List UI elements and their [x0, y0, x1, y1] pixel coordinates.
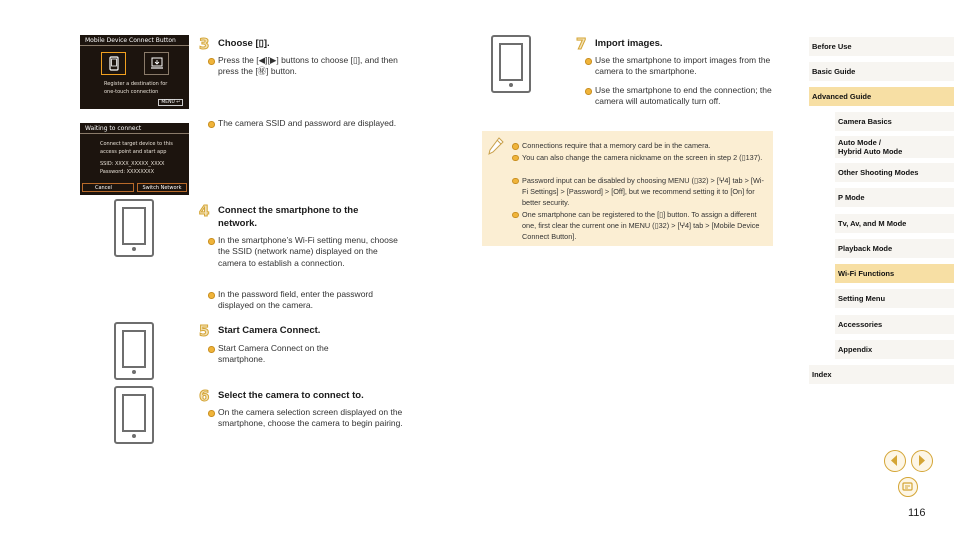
nav-label: Hybrid Auto Mode	[838, 146, 903, 156]
nav-advanced-guide[interactable]: Advanced Guide	[809, 87, 954, 106]
smartphone-illustration	[114, 199, 154, 257]
smartphone-illustration	[491, 35, 531, 93]
nav-index[interactable]: Index	[809, 365, 954, 384]
camera-screen-title: Waiting to connect	[80, 123, 189, 134]
switch-network-button: Switch Network	[137, 183, 187, 192]
cancel-button: Cancel	[82, 183, 134, 192]
step-bullet: Use the smartphone to import images from the camera to the smartphone.	[585, 55, 775, 78]
nav-appendix[interactable]: Appendix	[835, 340, 954, 359]
note-box	[482, 131, 773, 246]
step-title: Connect the smartphone to the network.	[218, 205, 359, 229]
nav-auto-mode[interactable]	[835, 136, 954, 158]
next-page-button[interactable]	[911, 450, 933, 472]
step-bullet: The camera SSID and password are displayed.	[208, 118, 398, 129]
step-title: Import images.	[595, 38, 663, 49]
nav-camera-basics[interactable]: Camera Basics	[835, 112, 954, 131]
camera-screen-title: Mobile Device Connect Button	[80, 35, 189, 46]
nav-p-mode[interactable]: P Mode	[835, 188, 954, 207]
note-item: You can also change the camera nickname on the screen in step 2 (▯137).	[512, 152, 764, 163]
step-number: 5	[199, 322, 210, 340]
contents-button[interactable]	[898, 477, 918, 497]
ssid-text: SSID: XXXX_XXXXX_XXXX	[100, 161, 165, 167]
return-to-contents-icon	[899, 478, 916, 495]
step-bullet: In the password field, enter the password displayed on the camera.	[208, 289, 404, 312]
nav-playback-mode[interactable]: Playback Mode	[835, 239, 954, 258]
nav-label: Auto Mode /	[838, 138, 881, 147]
step-number: 6	[199, 387, 210, 405]
step-number: 3	[199, 35, 210, 53]
step-bullet: On the camera selection screen displayed on the smartphone, choose the camera to begin pairing.	[208, 407, 404, 430]
step-bullet: Press the [◀][▶] buttons to choose [▯], and then press the [㊙] button.	[208, 55, 398, 78]
camera-screen-device-button	[80, 35, 189, 109]
camera-screen-waiting	[80, 123, 189, 195]
smartphone-icon	[101, 52, 126, 75]
step-number: 4	[199, 202, 210, 220]
step-bullet: In the smartphone’s Wi-Fi setting menu, choose the SSID (network name) displayed on the camera to establish a connection.	[208, 235, 398, 269]
nav-basic-guide[interactable]: Basic Guide	[809, 62, 954, 81]
pencil-icon	[488, 137, 504, 155]
nav-tv-av-m-mode[interactable]: Tv, Av, and M Mode	[835, 214, 954, 233]
nav-before-use[interactable]: Before Use	[809, 37, 954, 56]
smartphone-illustration	[114, 322, 154, 380]
camera-text-line: access point and start app	[100, 149, 167, 155]
smartphone-illustration	[114, 386, 154, 444]
camera-text-line: Register a destination for	[104, 81, 168, 87]
nav-other-shooting-modes[interactable]: Other Shooting Modes	[835, 163, 954, 182]
step-bullet: Start Camera Connect on the smartphone.	[208, 343, 368, 366]
previous-page-button[interactable]	[884, 450, 906, 472]
password-text: Password: XXXXXXXX	[100, 169, 155, 175]
arrow-left-icon	[885, 451, 904, 470]
menu-back-label: MENU ↩	[158, 99, 183, 106]
note-item: Password input can be disabled by choosing MENU (▯32) > [ⵖ4] tab > [Wi-Fi Settings] > [Password] > [Off], but we recommend setting it to [On] for better security.	[512, 175, 764, 209]
step-title: Choose [▯].	[218, 38, 270, 49]
arrow-right-icon	[912, 451, 931, 470]
step-title: Start Camera Connect.	[218, 325, 321, 336]
note-item: Connections require that a memory card be in the camera.	[512, 140, 764, 151]
page-number: 116	[908, 507, 926, 519]
note-item: One smartphone can be registered to the [▯] button. To assign a different one, first clear the current one in MENU (▯32) > [ⵖ4] tab > [Mobile Device Connect Button].	[512, 209, 764, 243]
nav-accessories[interactable]: Accessories	[835, 315, 954, 334]
nav-setting-menu[interactable]: Setting Menu	[835, 289, 954, 308]
step-number: 7	[576, 35, 587, 53]
camera-text-line: one-touch connection	[104, 89, 159, 95]
nav-wifi-functions[interactable]: Wi-Fi Functions	[835, 264, 954, 283]
computer-icon	[144, 52, 169, 75]
step-title: Select the camera to connect to.	[218, 390, 364, 401]
step-bullet: Use the smartphone to end the connection; the camera will automatically turn off.	[585, 85, 777, 108]
camera-text-line: Connect target device to this	[100, 141, 173, 147]
